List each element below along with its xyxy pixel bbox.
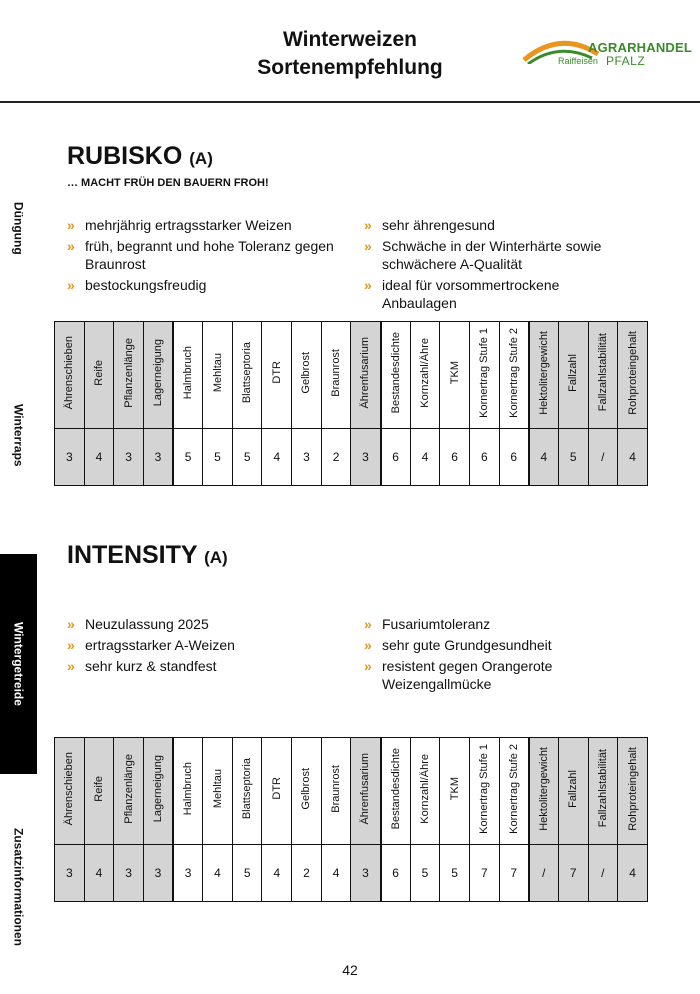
side-tab-zusatzinformationen[interactable]	[0, 800, 37, 975]
column-header-label: Halmbruch	[182, 345, 195, 400]
column-header	[588, 738, 618, 845]
chevron-right-icon: »	[364, 637, 372, 653]
list-item: » sehr gute Grundgesundheit	[364, 637, 552, 653]
chevron-right-icon: »	[67, 637, 75, 653]
column-header-label: DTR	[270, 777, 283, 800]
column-header	[499, 322, 529, 429]
column-header-label: Hektolitergewicht	[537, 746, 550, 831]
column-header-label: Ährenschieben	[63, 751, 76, 826]
variety-name: RUBISKO	[67, 142, 183, 170]
rating-cell: 5	[410, 845, 440, 902]
rating-cell: 3	[351, 429, 381, 486]
column-header-label: Blattseptoria	[241, 757, 254, 820]
rating-cell: 3	[143, 429, 173, 486]
header-title-line2: Sortenempfehlung	[257, 56, 443, 79]
list-item: » ideal für vorsommertrockene Anbaulagen	[364, 277, 560, 311]
list-item: » ertragsstarker A-Weizen	[67, 637, 235, 653]
rating-cell: 3	[292, 429, 322, 486]
column-header-label: Kornertrag Stufe 2	[507, 743, 520, 834]
ratings-table	[54, 737, 648, 902]
column-header	[262, 738, 292, 845]
list-item: » früh, begrannt und hohe Toleranz gegen Braunrost	[67, 238, 334, 272]
column-header-label: TKM	[448, 360, 461, 385]
column-header-label: Ährenschieben	[63, 335, 76, 410]
column-header-label: Rohproteingehalt	[626, 746, 639, 831]
chevron-right-icon: »	[67, 616, 75, 632]
rating-cell: 3	[351, 845, 381, 902]
column-header	[292, 738, 322, 845]
column-header	[351, 738, 381, 845]
column-header	[114, 738, 144, 845]
column-header-label: Reife	[92, 359, 105, 386]
list-item: » sehr kurz & standfest	[67, 658, 217, 674]
bullet-list-left	[67, 615, 337, 678]
column-header	[203, 322, 233, 429]
column-header	[321, 738, 351, 845]
column-header	[143, 738, 173, 845]
page-number: 42	[342, 962, 358, 978]
column-header	[618, 322, 648, 429]
logo-sub-text: Raiffeisen	[558, 56, 598, 66]
rating-cell: 4	[529, 429, 559, 486]
table-header-row	[55, 322, 648, 429]
column-header-label: Mehltau	[211, 768, 224, 809]
rating-cell: 6	[381, 845, 411, 902]
column-header	[351, 322, 381, 429]
list-item: » resistent gegen Orangerote Weizengallmücke	[364, 658, 553, 692]
side-tab-label: Düngung	[11, 201, 26, 255]
chevron-right-icon: »	[67, 658, 75, 674]
rating-cell: 6	[499, 429, 529, 486]
rating-cell: 4	[321, 845, 351, 902]
column-header-label: TKM	[448, 776, 461, 801]
rating-cell: 3	[55, 845, 85, 902]
column-header	[203, 738, 233, 845]
column-header	[499, 738, 529, 845]
column-header-label: Kornzahl/Ähre	[419, 337, 431, 408]
rating-cell: 4	[618, 845, 648, 902]
column-header-label: Gelbrost	[300, 351, 313, 394]
column-header	[469, 322, 499, 429]
rating-cell: /	[588, 429, 618, 486]
chevron-right-icon: »	[364, 658, 372, 674]
column-header	[114, 322, 144, 429]
rating-cell: /	[588, 845, 618, 902]
column-header-label: Fallzahl	[567, 769, 580, 808]
header-title-line1: Winterweizen	[283, 28, 417, 51]
rating-cell: 3	[173, 845, 203, 902]
column-header	[232, 322, 262, 429]
column-header-label: DTR	[270, 361, 283, 384]
chevron-right-icon: »	[364, 616, 372, 632]
column-header	[55, 322, 85, 429]
side-tab-label: Winterraps	[11, 403, 26, 467]
column-header-label: Bestandesdichte	[389, 331, 402, 414]
bullet-list-left	[67, 216, 337, 297]
table-header-row	[55, 738, 648, 845]
column-header	[440, 322, 470, 429]
rating-cell: 4	[84, 845, 114, 902]
column-header	[84, 738, 114, 845]
column-header	[529, 738, 559, 845]
rating-cell: 5	[203, 429, 233, 486]
list-item: » Neuzulassung 2025	[67, 616, 209, 632]
column-header	[381, 738, 411, 845]
rating-cell: /	[529, 845, 559, 902]
rating-cell: 5	[173, 429, 203, 486]
rating-cell: 4	[84, 429, 114, 486]
table-row	[55, 845, 648, 902]
column-header	[558, 322, 588, 429]
column-header	[410, 738, 440, 845]
rating-cell: 5	[232, 429, 262, 486]
column-header	[232, 738, 262, 845]
column-header-label: Gelbrost	[300, 767, 313, 810]
rating-cell: 4	[262, 429, 292, 486]
logo-region-text: PFALZ	[606, 54, 646, 68]
column-header-label: Kornertrag Stufe 2	[507, 327, 520, 418]
column-header-label: Hektolitergewicht	[537, 330, 550, 415]
column-header	[381, 322, 411, 429]
variety-title	[67, 142, 213, 171]
column-header-label: Fallzahl	[567, 353, 580, 392]
bullet-list-right	[364, 615, 634, 696]
column-header-label: Lagerneigung	[151, 338, 164, 407]
list-item: » sehr ährengesund	[364, 217, 495, 233]
rating-cell: 4	[203, 845, 233, 902]
variety-name: INTENSITY	[67, 541, 198, 569]
rating-cell: 7	[469, 845, 499, 902]
variety-slogan: … MACHT FRÜH DEN BAUERN FROH!	[67, 177, 269, 189]
quality-class: (A)	[204, 548, 228, 567]
rating-cell: 4	[262, 845, 292, 902]
column-header-label: Rohproteingehalt	[626, 330, 639, 415]
column-header	[292, 322, 322, 429]
side-tab-label: Wintergetreide	[11, 622, 26, 706]
column-header	[410, 322, 440, 429]
column-header-label: Fallzahlstabilität	[596, 333, 609, 412]
column-header-label: Ährenfusarium	[359, 752, 372, 825]
side-tab-winterraps[interactable]	[0, 380, 37, 490]
column-header-label: Ährenfusarium	[359, 336, 372, 409]
column-header	[558, 738, 588, 845]
rating-cell: 3	[114, 845, 144, 902]
rating-cell: 5	[558, 429, 588, 486]
header-divider	[0, 101, 700, 103]
list-item: » Fusariumtoleranz	[364, 616, 491, 632]
rating-cell: 3	[114, 429, 144, 486]
column-header	[173, 322, 203, 429]
list-item: » bestockungsfreudig	[67, 277, 207, 293]
ratings-table	[54, 321, 648, 486]
rating-cell: 6	[381, 429, 411, 486]
rating-cell: 4	[618, 429, 648, 486]
rating-cell: 7	[499, 845, 529, 902]
column-header	[588, 322, 618, 429]
column-header-label: Mehltau	[211, 352, 224, 393]
table-row	[55, 429, 648, 486]
column-header-label: Braunrost	[330, 764, 343, 813]
column-header	[55, 738, 85, 845]
column-header	[173, 738, 203, 845]
page-header-title	[200, 26, 500, 82]
rating-cell: 2	[321, 429, 351, 486]
logo-main-text: AGRARHANDEL	[588, 40, 693, 55]
column-header-label: Kornzahl/Ähre	[419, 753, 431, 824]
list-item: » mehrjährig ertragsstarker Weizen	[67, 217, 292, 233]
column-header-label: Pflanzenlänge	[122, 753, 135, 824]
column-header-label: Lagerneigung	[151, 754, 164, 823]
rating-cell: 2	[292, 845, 322, 902]
column-header	[469, 738, 499, 845]
column-header-label: Bestandesdichte	[389, 747, 402, 830]
column-header-label: Fallzahlstabilität	[596, 749, 609, 828]
rating-cell: 3	[55, 429, 85, 486]
side-tab-label: Zusatzinformationen	[11, 828, 26, 947]
column-header	[529, 322, 559, 429]
chevron-right-icon: »	[364, 277, 372, 293]
column-header-label: Pflanzenlänge	[122, 337, 135, 408]
column-header-label: Blattseptoria	[241, 341, 254, 404]
chevron-right-icon: »	[67, 277, 75, 293]
side-tab-duengung[interactable]	[0, 178, 37, 278]
column-header	[262, 322, 292, 429]
column-header-label: Halmbruch	[182, 761, 195, 816]
column-header	[321, 322, 351, 429]
column-header	[440, 738, 470, 845]
column-header	[618, 738, 648, 845]
agrarhandel-logo	[520, 34, 693, 74]
rating-cell: 6	[440, 429, 470, 486]
rating-cell: 5	[232, 845, 262, 902]
chevron-right-icon: »	[364, 238, 372, 254]
bullet-list-right	[364, 216, 634, 315]
side-tab-wintergetreide[interactable]	[0, 554, 37, 774]
column-header	[84, 322, 114, 429]
rating-cell: 6	[469, 429, 499, 486]
column-header-label: Reife	[92, 775, 105, 802]
chevron-right-icon: »	[67, 217, 75, 233]
chevron-right-icon: »	[364, 217, 372, 233]
rating-cell: 3	[143, 845, 173, 902]
list-item: » Schwäche in der Winterhärte sowie schwächere A-Qualität	[364, 238, 602, 272]
chevron-right-icon: »	[67, 238, 75, 254]
rating-cell: 4	[410, 429, 440, 486]
quality-class: (A)	[189, 149, 213, 168]
column-header-label: Kornertrag Stufe 1	[478, 327, 491, 418]
column-header-label: Braunrost	[330, 348, 343, 397]
rating-cell: 7	[558, 845, 588, 902]
column-header	[143, 322, 173, 429]
rating-cell: 5	[440, 845, 470, 902]
column-header-label: Kornertrag Stufe 1	[478, 743, 491, 834]
variety-title	[67, 541, 228, 570]
